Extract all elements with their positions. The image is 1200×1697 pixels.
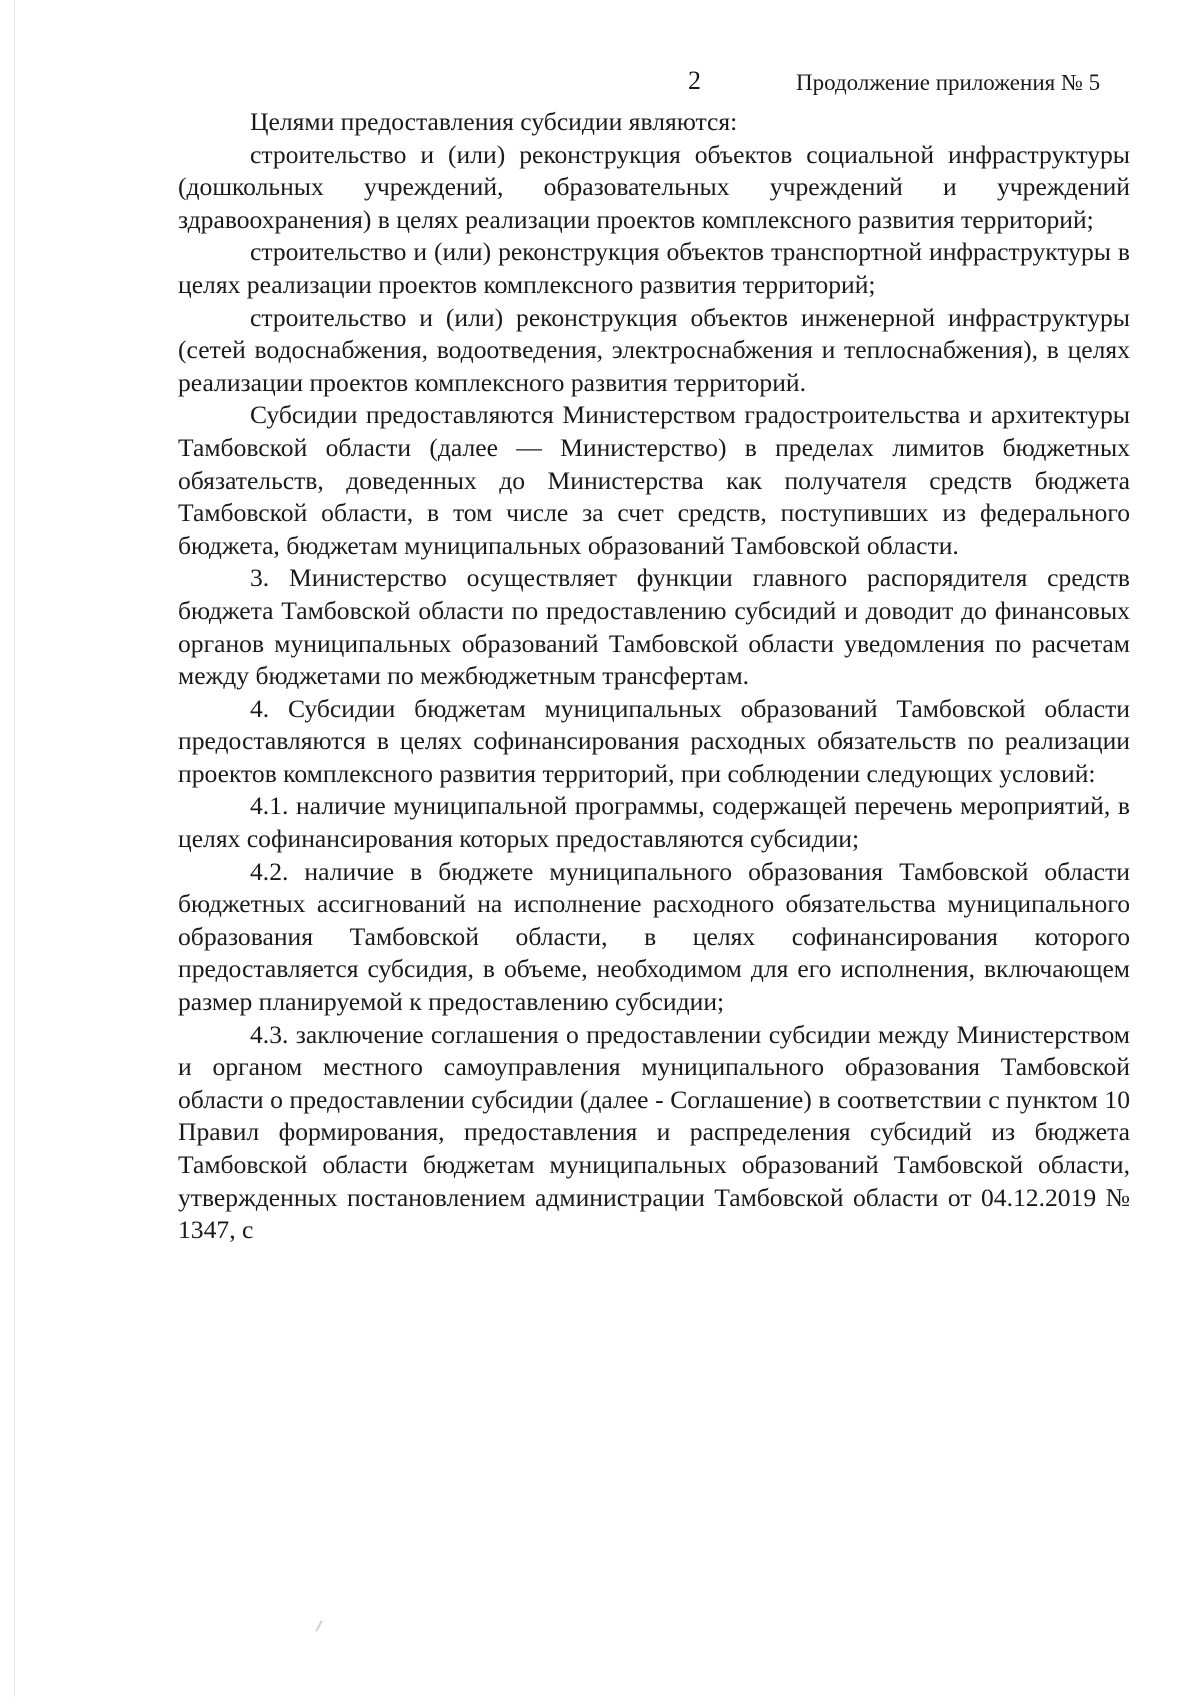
paragraph-item-3: 3. Министерство осуществляет функции главного распорядителя средств бюджета Тамбовской области по предоставлению субсидий и доводит до финансовых органов муниципальных образований Тамбовской области уведомления по расчетам между бюджетами по межбюджетным трансфертам. bbox=[178, 563, 1130, 691]
document-body bbox=[178, 106, 1130, 1247]
paragraph-subsidy-provision: Субсидии предоставляются Министерством градостроительства и архитектуры Тамбовской области (далее — Министерство) в пределах лимитов бюджетных обязательств, доведенных до Министерства как получателя средств бюджета Тамбовской области, в том числе за счет средств, поступивших из федерального бюджета, бюджетам муниципальных образований Тамбовской области. bbox=[178, 400, 1130, 560]
paragraph-social-infrastructure: строительство и (или) реконструкция объектов социальной инфраструктуры (дошкольных учреждений, образовательных учреждений и учреждений здравоохранения) в целях реализации проектов комплексного развития территорий; bbox=[178, 139, 1130, 234]
continuation-header: Продолжение приложения № 5 bbox=[796, 70, 1101, 95]
scan-edge-line bbox=[14, 0, 15, 1697]
paragraph-item-4-3: 4.3. заключение соглашения о предоставлении субсидии между Министерством и органом местного самоуправления муниципального образования Тамбовской области о предоставлении субсидии (далее - Соглашение) в соответствии с пунктом 10 Правил формирования, предоставления и распределения субсидий из бюджета Тамбовской области бюджетам муниципальных образований Тамбовской области, утвержденных постановлением администрации Тамбовской области от 04.12.2019 № 1347, с bbox=[178, 1019, 1130, 1245]
paragraph-engineering-infrastructure: строительство и (или) реконструкция объектов инженерной инфраструктуры (сетей водоснабжения, водоотведения, электроснабжения и теплоснабжения), в целях реализации проектов комплексного развития территорий. bbox=[178, 302, 1130, 397]
scan-artifact-mark bbox=[315, 1620, 322, 1632]
page-number: 2 bbox=[688, 66, 701, 95]
paragraph-goals-intro: Целями предоставления субсидии являются: bbox=[250, 107, 738, 136]
paragraph-item-4: 4. Субсидии бюджетам муниципальных образований Тамбовской области предоставляются в целях софинансирования расходных обязательств по реализации проектов комплексного развития территорий, при соблюдении следующих условий: bbox=[178, 693, 1130, 788]
paragraph-item-4-2: 4.2. наличие в бюджете муниципального образования Тамбовской области бюджетных ассигнований на исполнение расходного обязательства муниципального образования Тамбовской области, в целях софинансирования которого предоставляется субсидия, в объеме, необходимом для его исполнения, включающем размер планируемой к предоставлению субсидии; bbox=[178, 856, 1130, 1017]
paragraph-transport-infrastructure: строительство и (или) реконструкция объектов транспортной инфраструктуры в целях реализации проектов комплексного развития территорий; bbox=[178, 237, 1130, 299]
paragraph-item-4-1: 4.1. наличие муниципальной программы, содержащей перечень мероприятий, в целях софинансирования которых предоставляются субсидии; bbox=[178, 791, 1130, 854]
